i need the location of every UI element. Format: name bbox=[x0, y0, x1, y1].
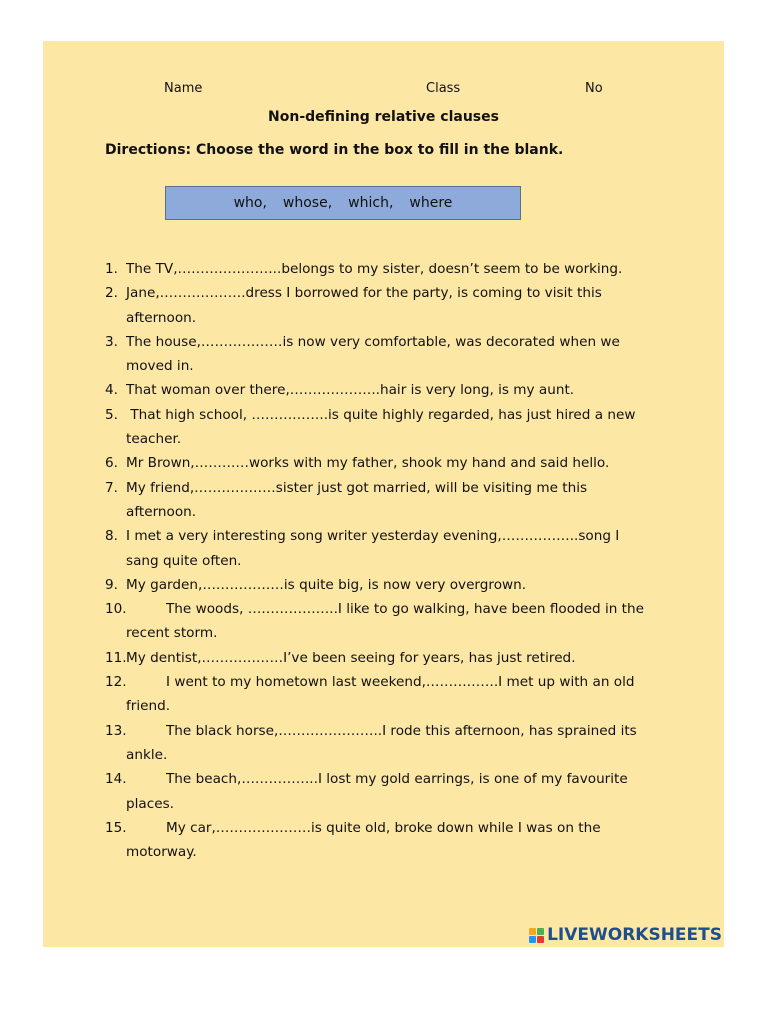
question-item bbox=[105, 330, 680, 379]
question-number: 15. bbox=[105, 819, 127, 836]
header-row bbox=[43, 81, 724, 99]
question-text[interactable]: That woman over there,………………..hair is very long, is my aunt. bbox=[126, 382, 575, 399]
question-number: 3. bbox=[105, 333, 118, 350]
question-list bbox=[105, 257, 680, 864]
question-text[interactable]: Mr Brown,…………works with my father, shook my hand and said hello. bbox=[126, 455, 610, 472]
question-item bbox=[105, 378, 680, 402]
question-text-cont: afternoon. bbox=[126, 309, 197, 326]
question-text-cont: recent storm. bbox=[126, 625, 218, 642]
question-text-cont: afternoon. bbox=[126, 503, 197, 520]
question-text-cont: sang quite often. bbox=[126, 552, 242, 569]
logo-square bbox=[537, 936, 544, 943]
question-item bbox=[105, 573, 680, 597]
question-text[interactable]: My garden,………………is quite big, is now very overgrown. bbox=[126, 576, 527, 593]
word-option: who, bbox=[233, 195, 267, 211]
question-number: 11. bbox=[105, 649, 127, 666]
question-item bbox=[105, 719, 680, 768]
class-label: Class bbox=[426, 81, 461, 96]
question-text[interactable]: Jane,……………….dress I borrowed for the party, is coming to visit this bbox=[126, 285, 602, 302]
logo-square bbox=[529, 936, 536, 943]
question-number: 4. bbox=[105, 382, 118, 399]
page-title: Non-defining relative clauses bbox=[268, 109, 499, 125]
question-text[interactable]: That high school, ……………..is quite highly regarded, has just hired a new bbox=[126, 406, 636, 423]
question-item bbox=[105, 281, 680, 330]
question-text-cont: ankle. bbox=[126, 746, 168, 763]
question-number: 6. bbox=[105, 455, 118, 472]
directions-text: Directions: Choose the word in the box to fill in the blank. bbox=[105, 142, 564, 158]
logo-mark-icon bbox=[529, 928, 544, 943]
question-number: 13. bbox=[105, 722, 127, 739]
question-item bbox=[105, 257, 680, 281]
question-item bbox=[105, 767, 680, 816]
question-number: 14. bbox=[105, 771, 127, 788]
question-item bbox=[105, 646, 680, 670]
number-label: No bbox=[585, 81, 603, 96]
word-option: which, bbox=[348, 195, 394, 211]
logo-square bbox=[537, 928, 544, 935]
question-text-cont: moved in. bbox=[126, 358, 194, 375]
question-number: 8. bbox=[105, 528, 118, 545]
word-option: whose, bbox=[282, 195, 333, 211]
question-text[interactable]: The woods, ………………..I like to go walking, have been flooded in the bbox=[166, 601, 644, 618]
question-item bbox=[105, 670, 680, 719]
question-number: 7. bbox=[105, 479, 118, 496]
question-text-cont: friend. bbox=[126, 698, 171, 715]
question-number: 2. bbox=[105, 285, 118, 302]
question-text[interactable]: The house,………………is now very comfortable, was decorated when we bbox=[126, 333, 620, 350]
liveworksheets-logo bbox=[529, 925, 722, 945]
question-text-cont: places. bbox=[126, 795, 174, 812]
word-option: where bbox=[409, 195, 453, 211]
name-label: Name bbox=[164, 81, 203, 96]
question-number: 12. bbox=[105, 674, 127, 691]
question-text[interactable]: The beach,……………..I lost my gold earrings, is one of my favourite bbox=[166, 771, 628, 788]
question-item bbox=[105, 524, 680, 573]
word-box bbox=[165, 186, 521, 220]
worksheet-page bbox=[43, 41, 724, 947]
question-item bbox=[105, 403, 680, 452]
question-text[interactable]: My friend,………………sister just got married, will be visiting me this bbox=[126, 479, 588, 496]
question-number: 5. bbox=[105, 406, 118, 423]
question-text[interactable]: The TV,…………………..belongs to my sister, doesn’t seem to be working. bbox=[126, 261, 623, 277]
question-item bbox=[105, 476, 680, 525]
question-text[interactable]: My car,…………………is quite old, broke down while I was on the bbox=[166, 819, 601, 836]
question-number: 1. bbox=[105, 261, 118, 277]
question-number: 10. bbox=[105, 601, 127, 618]
question-text[interactable]: The black horse,…………………..I rode this afternoon, has sprained its bbox=[166, 722, 637, 739]
question-text-cont: motorway. bbox=[126, 844, 197, 861]
question-item bbox=[105, 451, 680, 475]
question-item bbox=[105, 816, 680, 865]
question-text[interactable]: I went to my hometown last weekend,…………….I met up with an old bbox=[166, 674, 635, 691]
question-item bbox=[105, 597, 680, 646]
question-text[interactable]: My dentist,………………I’ve been seeing for years, has just retired. bbox=[126, 649, 576, 666]
question-number: 9. bbox=[105, 576, 118, 593]
logo-square bbox=[529, 928, 536, 935]
question-text[interactable]: I met a very interesting song writer yesterday evening,……………..song I bbox=[126, 528, 620, 545]
logo-text: LIVEWORKSHEETS bbox=[547, 925, 722, 945]
question-text-cont: teacher. bbox=[126, 431, 182, 448]
